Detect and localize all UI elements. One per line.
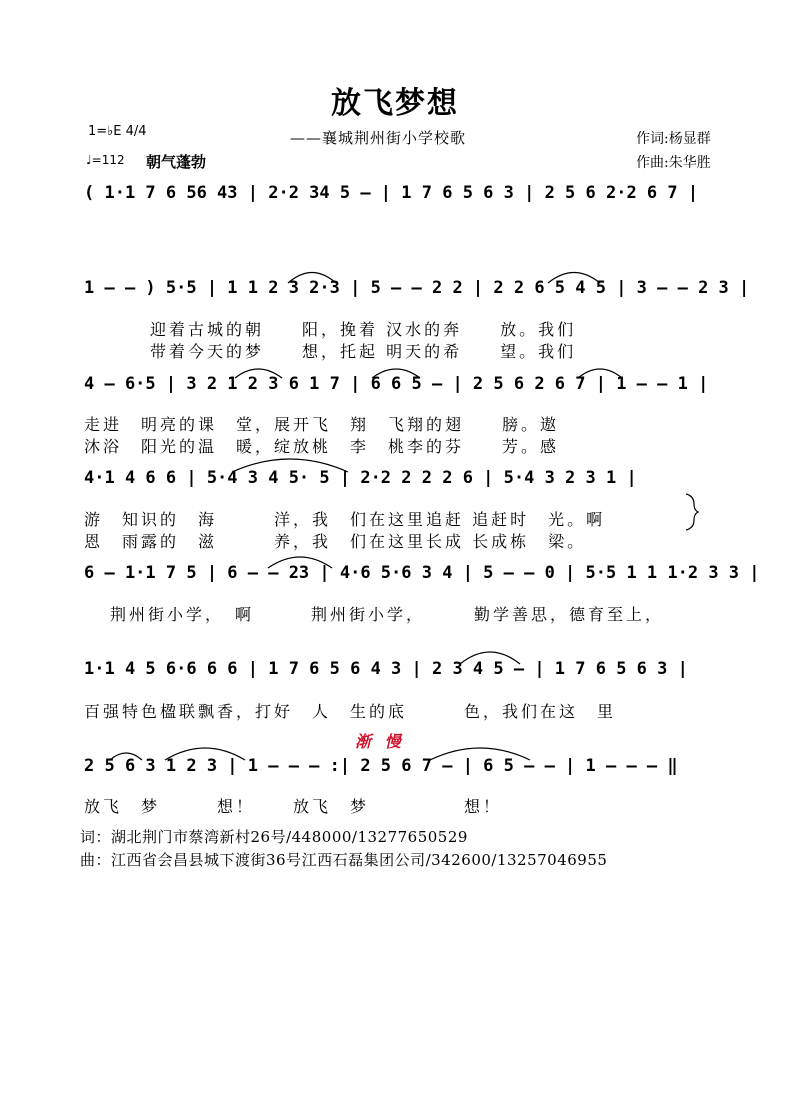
composer-credit: 作曲:朱华胜 <box>636 155 711 171</box>
lyric-line-4-verse-1: 游 知识的 海 洋，我 们在这里追赶 追赶时 光。啊 <box>84 510 606 529</box>
lyric-line-3-verse-1: 走进 明亮的课 堂，展开飞 翔 飞翔的翅 膀。遨 <box>84 415 560 434</box>
song-title: 放飞梦想 <box>331 86 459 121</box>
song-subtitle: ——襄城荆州街小学校歌 <box>290 129 467 147</box>
lyric-line-2-verse-2: 带着今天的梦 想，托起 明天的希 望。我们 <box>150 342 577 361</box>
lyric-line-5: 荆州街小学， 啊 荆州街小学， 勤学善思，德育至上， <box>110 605 665 624</box>
score-line-5: 6 – 1·1 7 5 | 6 – – 23 | 4·6 5·6 3 4 | 5 – – 0 | 5·5 1 1 1·2 3 3 | <box>84 563 760 583</box>
score-line-1: ( 1·1 7 6 56 43 | 2·2 34 5 – | 1 7 6 5 6 3 | 2 5 6 2·2 6 7 | <box>84 183 699 203</box>
score-line-7: 2 5 6 3 1 2 3 | 1 – – – :| 2 5 6 7 – | 6 5 – – | 1 – – – ‖ <box>84 756 678 776</box>
music-contact: 曲：江西省会昌县城下渡街36号江西石磊集团公司/342600/13257046955 <box>80 851 608 869</box>
tempo-change-marking: 渐 慢 <box>355 732 405 751</box>
score-line-3: 4 – 6·5 | 3 2 1 2 3 6 1 7 | 6 6 5 – | 2 5 6 2 6 7 | 1 – – 1 | <box>84 374 709 394</box>
verse-bracket <box>686 494 698 530</box>
lyric-line-3-verse-2: 沐浴 阳光的温 暖，绽放桃 李 桃李的芬 芳。感 <box>84 437 560 456</box>
tempo-expression: 朝气蓬勃 <box>146 153 207 171</box>
tempo-marking: ♩=112 <box>86 153 125 167</box>
lyric-line-4-verse-2: 恩 雨露的 滋 养，我 们在这里长成 长成栋 梁。 <box>84 532 587 551</box>
score-line-6: 1·1 4 5 6·6 6 6 | 1 7 6 5 6 4 3 | 2 3 4 5 – | 1 7 6 5 6 3 | <box>84 659 688 679</box>
score-line-2: 1 – – ) 5·5 | 1 1 2 3 2·3 | 5 – – 2 2 | 2 2 6 5 4 5 | 3 – – 2 3 | <box>84 278 750 298</box>
score-line-4: 4·1 4 6 6 | 5·4 3 4 5· 5 | 2·2 2 2 2 6 | 5·4 3 2 3 1 | <box>84 468 637 488</box>
key-signature: 1=♭E 4/4 <box>88 124 147 139</box>
lyric-line-7: 放飞 梦 想！ 放飞 梦 想！ <box>84 797 503 816</box>
lyrics-contact: 词：湖北荆门市蔡湾新村26号/448000/13277650529 <box>80 828 468 846</box>
lyricist-credit: 作词:杨显群 <box>636 131 711 147</box>
lyric-line-2-verse-1: 迎着古城的朝 阳，挽着 汉水的奔 放。我们 <box>150 320 577 339</box>
lyric-line-6: 百强特色楹联飘香，打好 人 生的底 色，我们在这 里 <box>84 702 617 721</box>
